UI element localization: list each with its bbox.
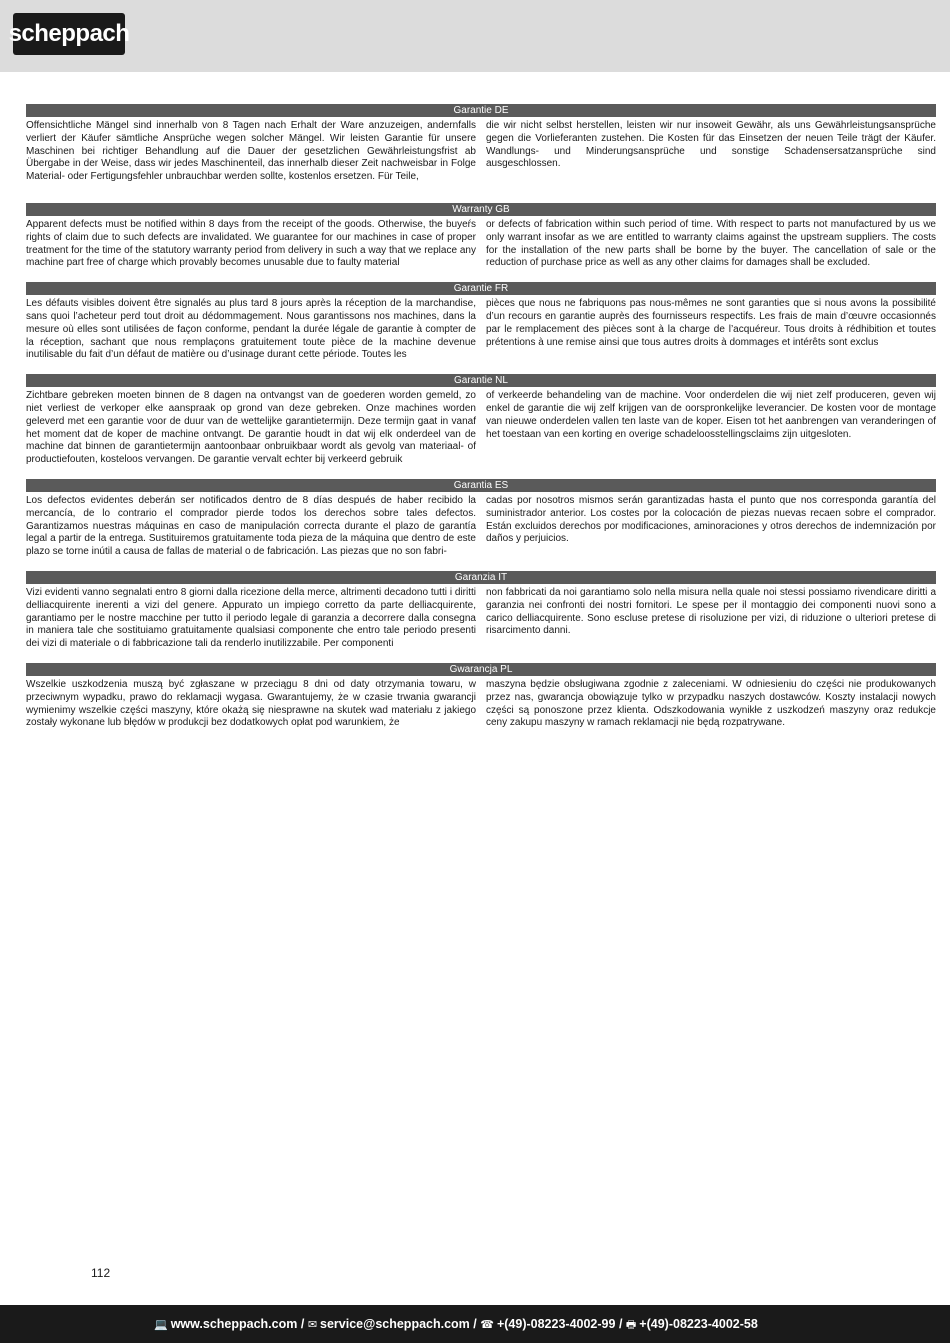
section-text-left: Zichtbare gebreken moeten binnen de 8 dagen na ontvangst van de goederen worden gemeld, zo niet verliest de verkoper elke aanspraak op grond van deze gebreken. Onze machines worden geleverd met een garantie voor de duur van de wettelijke garantietermijn. Deze termijn gaat in vanaf het moment dat de koper de machine ontvangt. De garantie houdt in dat wij elk onderdeel van de machine dat binnen de garantietermijn aantoonbaar onbruikbaar wordt als gevolg van materiaal- of productiefouten, kosteloos vervangen. De garantie vervalt echter bij verkeerd gebruik — [26, 390, 476, 466]
section-garantie-de — [26, 104, 936, 184]
warranty-content — [26, 104, 936, 730]
section-title: Warranty GB — [26, 203, 936, 216]
footer-separator: / — [473, 1317, 477, 1331]
scheppach-logo: scheppach — [13, 13, 125, 55]
section-text-right: maszyna będzie obsługiwana zgodnie z zaleceniami. W odniesieniu do części nie produkowanych przez nas, gwarancja obowiązuje tylko w przypadku naszych dostawców. Koszty instalacji nowych części są ponoszone przez klienta. Odszkodowania wynikłe z uszkodzeń maszyny oraz redukcje ceny zakupu maszyny w ramach reklamacji nie będą rozpatrywane. — [486, 678, 936, 729]
footer-phone: +(49)-08223-4002-99 — [496, 1317, 616, 1331]
section-text-right: or defects of fabrication within such period of time. With respect to parts not manufactured by us we only warrant insofar as we are entitled to warranty claims against the upstream suppliers. The costs for the installation of the new parts shall be borne by the buyer. The cancellation of sale or the reduction of purchase price as well as any other claims for damages shall be excluded. — [486, 218, 936, 269]
section-title: Garantie DE — [26, 104, 936, 117]
page-header — [0, 0, 950, 72]
footer-web[interactable]: www.scheppach.com — [170, 1317, 298, 1331]
section-text-right: cadas por nosotros mismos serán garantizadas hasta el punto que nos corresponda garantía del suministrador anterior. Los costes por la colocación de piezas nuevas recaen sobre el comprador. Están excluidos derechos por modificaciones, aminoraciones y otros derechos de indemnización por daños y perjuicios. — [486, 494, 936, 545]
section-garanzia-it — [26, 571, 936, 651]
footer-separator: / — [618, 1317, 623, 1331]
footer-fax: +(49)-08223-4002-58 — [639, 1317, 758, 1331]
section-text-left: Les défauts visibles doivent être signalés au plus tard 8 jours après la réception de la marchandise, sans quoi l’acheteur perd tout droit au dédommagement. Nous garantissons nos machines, dans la mesure où elles sont utilisées de façon conforme, pendant la durée légale de garantie à compter de la réception, sachant que nous remplaçons gratuitement toute pièce de la machine devenue inutilisable du fait d’un défaut de matière ou d’usinage durant cette période. Toutes les — [26, 298, 476, 361]
phone-icon: ☎ — [480, 1319, 494, 1331]
page-number: 112 — [91, 1266, 111, 1280]
section-text-left: Vizi evidenti vanno segnalati entro 8 giorni dalla ricezione della merce, altrimenti decadono tutti i diritti delliacquirente inerenti a vizi del genere. Appurato un impiego corretto da parte delliacquirente, garantiamo per le nostre macchine per tutto il periodo legale di garanzia a decorrere dalla consegna in maniera tale che sostituiamo gratuitamente qualsiasi componente che entro tale periodo presenti dei vizi di materiale o di fabbricazione tali da renderlo inutilizzabile. Per componenti — [26, 586, 476, 650]
mail-icon: ✉ — [307, 1319, 318, 1331]
section-text-right: pièces que nous ne fabriquons pas nous-mêmes ne sont garanties que si nous avons la possibilité d’un recours en garantie auprès des fournisseurs respectifs. Les frais de main d’œuvre occasionnés par le remplacement des pièces sont à la charge de l’acquéreur. Tous droits à rédhibition et toutes prétentions à une remise ainsi que tous autres droits à dommages et intérêts sont exclus — [486, 298, 936, 348]
section-title: Garantie NL — [26, 374, 936, 387]
section-gwarancja-pl — [26, 663, 936, 730]
section-title: Garantia ES — [26, 479, 936, 492]
fax-icon: 🖶 — [625, 1319, 637, 1331]
page-footer — [0, 1305, 950, 1343]
section-title: Gwarancja PL — [26, 663, 936, 676]
computer-icon: 💻 — [154, 1319, 168, 1331]
section-garantie-nl — [26, 374, 936, 467]
section-garantia-es — [26, 479, 936, 559]
contact-line — [154, 1316, 758, 1335]
section-title: Garanzia IT — [26, 571, 936, 584]
section-garantie-fr — [26, 282, 936, 362]
section-text-left: Apparent defects must be notified within 8 days from the receipt of the goods. Otherwise, the buyeŕs rights of claim due to such defects are invalidated. We guarantee for our machines in case of proper treatment for the time of the statutory warranty period from delivery in such a way that we replace any machine part free of charge which provably becomes unusable due to faulty material — [26, 218, 476, 269]
footer-separator: / — [300, 1317, 305, 1331]
section-text-right: of verkeerde behandeling van de machine. Voor onderdelen die wij niet zelf produceren, geven wij enkel de garantie die wij zelf krijgen van de oorspronkelijke leverancier. De kosten voor de montage van nieuwe onderdelen vallen ten laste van de koper. Eisen tot het aanbrengen van veranderingen of het toestaan van een korting en overige schadeloosstellingsclaims zijn uitgesloten. — [486, 390, 936, 440]
section-text-left: Wszelkie uszkodzenia muszą być zgłaszane w przeciągu 8 dni od daty otrzymania towaru, w przeciwnym wypadku, prawo do reklamacji wygasa. Gwarantujemy, że w czasie trwania gwarancji wymienimy wszelkie części maszyny, które okażą się niesprawne na skutek wad materiału z jakiego zostały wykonane lub błędów w produkcji bez dodatkowych opłat pod warunkiem, że — [26, 678, 476, 729]
section-title: Garantie FR — [26, 282, 936, 295]
section-warranty-gb — [26, 203, 936, 270]
section-text-right: non fabbricati da noi garantiamo solo nella misura nella quale noi stessi possiamo rivendicare diritti a garanzia nei confronti dei nostri fornitori. Le spese per il montaggio dei componenti nuovi sono a carico delliacquirente. Sono escluse pretese di risoluzione per vizi, di riduzione o ulteriori pretese di risarcimento danni. — [486, 586, 936, 637]
section-text-left: Los defectos evidentes deberán ser notificados dentro de 8 días después de haber recibido la mercancía, de lo contrario el comprador pierde todos los derechos sobre tales defectos. Garantizamos nuestras máquinas en caso de manipulación correcta durante el plazo de garantía legal a partir de la entrega. Sustituiremos gratuitamente toda pieza de la máquina que dentro de este plazo se torne inútil a causa de fallas de material o de fabricación. Las piezas que no son fabri- — [26, 494, 476, 558]
footer-email[interactable]: service@scheppach.com — [320, 1317, 470, 1331]
section-text-right: die wir nicht selbst herstellen, leisten wir nur insoweit Gewähr, als uns Gewährleistungsansprüche gegen die Vorlieferanten zustehen. Die Kosten für das Einsetzen der neuen Teile trägt der Käufer. Wandlungs- und Minderungsansprüche und sonstige Schadensersatzansprüche sind ausgeschlossen. — [486, 120, 936, 170]
section-text-left: Offensichtliche Mängel sind innerhalb von 8 Tagen nach Erhalt der Ware anzuzeigen, andernfalls verliert der Käufer sämtliche Ansprüche wegen solcher Mängel. Wir leisten Garantie für unsere Maschinen bei richtiger Behandlung auf die Dauer der gesetzlichen Gewährleistungsfrist ab Übergabe in der Weise, dass wir jedes Maschinenteil, das innerhalb dieser Zeit nachweisbar in Folge Material- oder Fertigungsfehler unbrauchbar werden sollte, kostenlos ersetzen. Für Teile, — [26, 120, 476, 183]
